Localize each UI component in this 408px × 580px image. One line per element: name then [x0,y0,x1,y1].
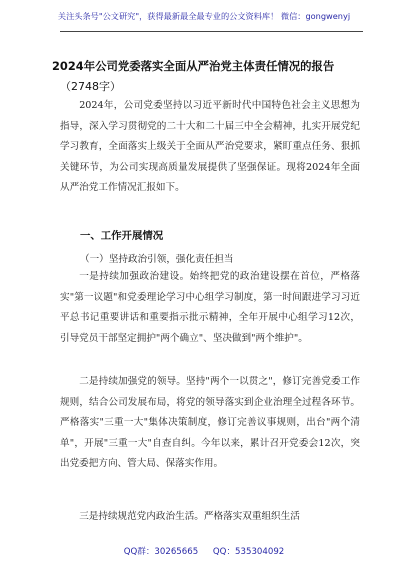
intro-text: 2024年，公司党委坚持以习近平新时代中国特色社会主义思想为指导，深入学习贯彻党的二十大和二十届三中全会精神，扎实开展党纪学习教育，全面落实上级关于全面从严治党要求，紧盯重点任务、狠抓关键环节，为公司实现高质量发展提供了坚强保证。现将2024年全面从严治党工作情况汇报如下。 [60,100,360,194]
footer-qq-group: QQ群：30265665 [123,547,199,557]
footer-contact [0,545,408,557]
paragraph-3 [60,507,360,528]
document-title: 2024年公司党委落实全面从严治党主体责任情况的报告 [52,59,335,73]
paragraph-3-text: 三是持续规范党内政治生活。严格落实双重组织生活 [79,511,300,522]
paragraph-2 [60,372,360,475]
subsection-heading: （一）坚持政治引领，强化责任担当 [80,254,234,265]
paragraph-1-text: 一是持续加强政治建设。始终把党的政治建设摆在首位，严格落实"第一议题"和党委理论学习中心组学习制度，第一时间跟进学习习近平总书记重要讲话和重要指示批示精神，全年开展中心组学习12次，引导党员干部坚定拥护"两个确立"、坚决做到"两个维护"。 [60,271,360,344]
intro-paragraph [60,96,360,199]
paragraph-1 [60,267,360,349]
section-heading: 一、工作开展情况 [80,230,164,242]
word-count: （2748字） [60,80,121,93]
header-divider [60,31,363,32]
header-banner: 关注头条号"公文研究"，获得最新最全最专业的公文资料库！ 微信：gongwenyj [57,11,351,21]
footer-qq: QQ：535304092 [212,547,285,557]
paragraph-2-text: 二是持续加强党的领导。坚持"两个一以贯之"，修订完善党委工作规则，结合公司发展布局，将党的领导落实到企业治理全过程各环节。严格落实"三重一大"集体决策制度，修订完善议事规则，出台"两个清单"，开展"三重一大"自查自纠。今年以来，累计召开党委会12次，突出党委把方向、管大局、保落实作用。 [60,376,360,470]
